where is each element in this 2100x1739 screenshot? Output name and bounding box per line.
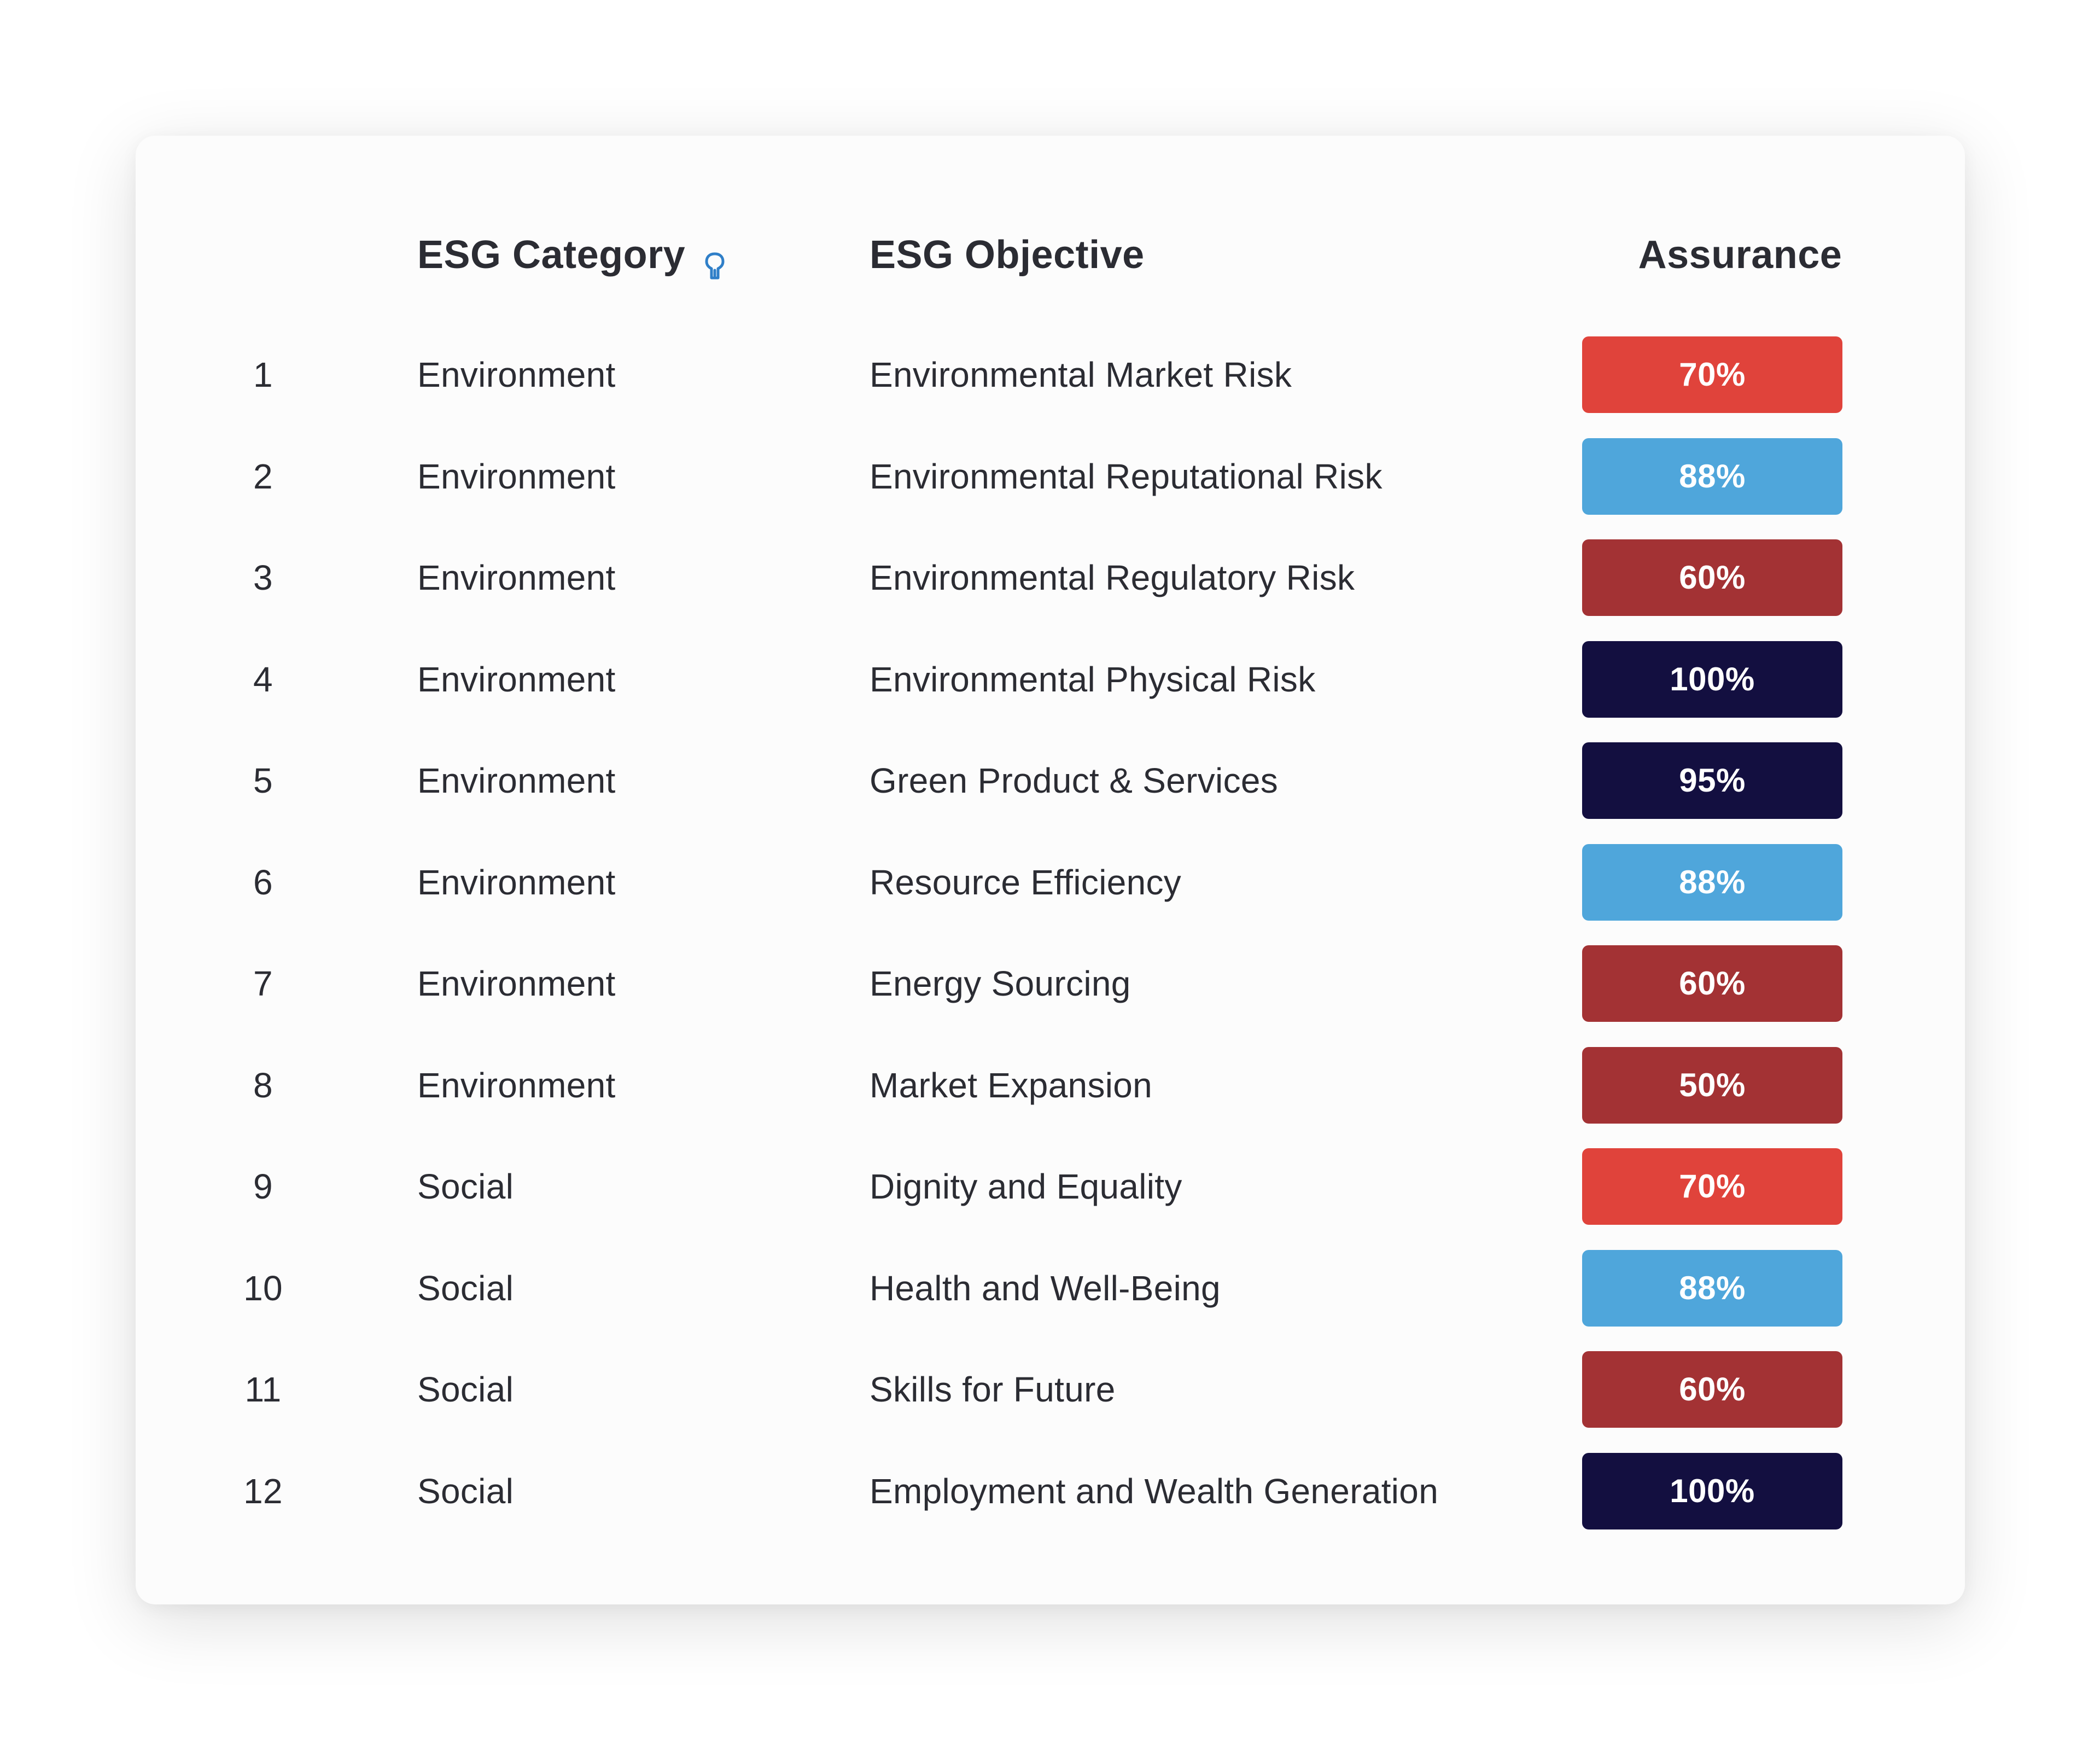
esg-category-cell: Environment bbox=[417, 761, 616, 800]
header-esg-category[interactable] bbox=[417, 222, 726, 288]
row-number: 12 bbox=[243, 1471, 283, 1511]
header-esg-objective[interactable]: ESG Objective bbox=[870, 233, 1145, 277]
assurance-badge: 88% bbox=[1582, 1250, 1842, 1327]
assurance-badge: 95% bbox=[1582, 742, 1842, 819]
assurance-badge: 88% bbox=[1582, 844, 1842, 921]
table-row[interactable] bbox=[136, 336, 1965, 413]
row-number: 5 bbox=[253, 761, 273, 800]
table-row[interactable] bbox=[136, 742, 1965, 819]
esg-objective-cell: Dignity and Equality bbox=[870, 1167, 1182, 1206]
table-row[interactable] bbox=[136, 1250, 1965, 1327]
esg-objective-cell: Environmental Regulatory Risk bbox=[870, 558, 1355, 597]
info-icon[interactable] bbox=[704, 239, 726, 271]
esg-table-card bbox=[136, 136, 1965, 1604]
row-number: 9 bbox=[253, 1167, 273, 1206]
esg-category-cell: Environment bbox=[417, 862, 616, 902]
assurance-badge: 100% bbox=[1582, 641, 1842, 718]
esg-category-cell: Environment bbox=[417, 1065, 616, 1105]
esg-category-cell: Social bbox=[417, 1471, 514, 1511]
row-number: 10 bbox=[243, 1268, 283, 1308]
assurance-badge: 60% bbox=[1582, 945, 1842, 1022]
esg-objective-cell: Environmental Market Risk bbox=[870, 355, 1292, 394]
esg-category-cell: Environment bbox=[417, 355, 616, 394]
esg-objective-cell: Health and Well-Being bbox=[870, 1268, 1221, 1308]
esg-category-cell: Social bbox=[417, 1167, 514, 1206]
esg-category-cell: Environment bbox=[417, 558, 616, 597]
assurance-badge: 70% bbox=[1582, 1148, 1842, 1225]
row-number: 11 bbox=[244, 1370, 282, 1409]
esg-category-cell: Social bbox=[417, 1370, 514, 1409]
table-row[interactable] bbox=[136, 1453, 1965, 1529]
row-number: 4 bbox=[253, 659, 273, 699]
esg-objective-cell: Market Expansion bbox=[870, 1065, 1153, 1105]
table-row[interactable] bbox=[136, 539, 1965, 616]
table-row[interactable] bbox=[136, 1148, 1965, 1225]
header-category-label: ESG Category bbox=[417, 233, 686, 277]
table-row[interactable] bbox=[136, 641, 1965, 718]
row-number: 6 bbox=[253, 862, 273, 902]
table-row[interactable] bbox=[136, 844, 1965, 921]
table-row[interactable] bbox=[136, 1351, 1965, 1428]
assurance-badge: 70% bbox=[1582, 336, 1842, 413]
esg-objective-cell: Employment and Wealth Generation bbox=[870, 1471, 1439, 1511]
assurance-badge: 50% bbox=[1582, 1047, 1842, 1124]
esg-objective-cell: Energy Sourcing bbox=[870, 964, 1131, 1003]
esg-category-cell: Environment bbox=[417, 964, 616, 1003]
esg-objective-cell: Resource Efficiency bbox=[870, 862, 1182, 902]
row-number: 3 bbox=[253, 558, 273, 597]
row-number: 7 bbox=[253, 964, 273, 1003]
assurance-badge: 60% bbox=[1582, 1351, 1842, 1428]
row-number: 2 bbox=[253, 456, 273, 496]
esg-objective-cell: Skills for Future bbox=[870, 1370, 1116, 1409]
table-row[interactable] bbox=[136, 438, 1965, 515]
header-assurance[interactable]: Assurance bbox=[1638, 233, 1842, 277]
esg-category-cell: Environment bbox=[417, 659, 616, 699]
esg-objective-cell: Environmental Reputational Risk bbox=[870, 456, 1382, 496]
row-number: 1 bbox=[253, 355, 273, 394]
esg-category-cell: Social bbox=[417, 1268, 514, 1308]
assurance-badge: 88% bbox=[1582, 438, 1842, 515]
table-row[interactable] bbox=[136, 945, 1965, 1022]
table-row[interactable] bbox=[136, 1047, 1965, 1124]
assurance-badge: 60% bbox=[1582, 539, 1842, 616]
esg-objective-cell: Environmental Physical Risk bbox=[870, 659, 1316, 699]
assurance-badge: 100% bbox=[1582, 1453, 1842, 1529]
esg-objective-cell: Green Product & Services bbox=[870, 761, 1279, 800]
esg-category-cell: Environment bbox=[417, 456, 616, 496]
row-number: 8 bbox=[253, 1065, 273, 1105]
